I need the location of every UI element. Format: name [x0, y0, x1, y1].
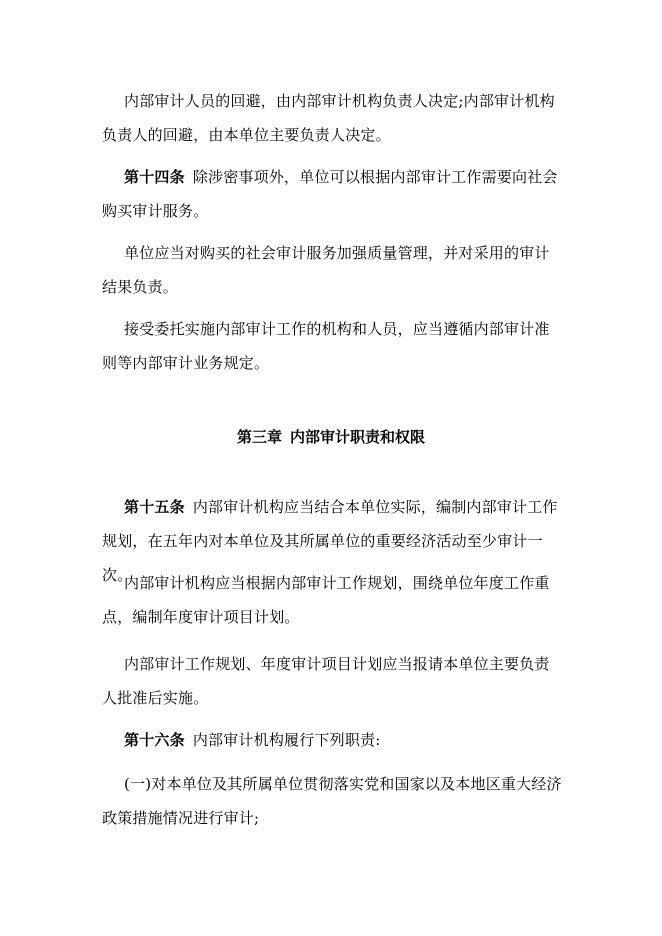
paragraph-text: 单位应当对购买的社会审计服务加强质量管理，并对采用的审计结果负责。: [102, 244, 550, 296]
chapter-heading: [0, 425, 662, 449]
paragraph-duty-1: [102, 767, 562, 835]
paragraph-text: 除涉密事项外，单位可以根据内部审计工作需要向社会购买审计服务。: [102, 168, 558, 220]
paragraph-approval: [102, 647, 562, 715]
paragraph-recusal: [102, 84, 562, 152]
paragraph-article-16: [102, 723, 562, 757]
paragraph-quality-management: [102, 236, 562, 304]
paragraph-text: 内部审计机构应当结合本单位实际，编制内部审计工作规划，在五年内对本单位及其所属单位的重要经济活动至少审计一次。: [102, 498, 558, 584]
paragraph-text: (一)对本单位及其所属单位贯彻落实党和国家以及本地区重大经济政策措施情况进行审计;: [102, 775, 562, 827]
chapter-title: 内部审计职责和权限: [290, 428, 426, 446]
paragraph-text: 内部审计人员的回避，由内部审计机构负责人决定;内部审计机构负责人的回避，由本单位主要负责人决定。: [102, 92, 555, 144]
paragraph-text: 内部审计工作规划、年度审计项目计划应当报请本单位主要负责人批准后实施。: [102, 655, 550, 707]
paragraph-text: 内部审计机构履行下列职责:: [192, 731, 381, 749]
article-number: 第十四条: [124, 168, 185, 186]
paragraph-commissioned-audit: [102, 312, 562, 380]
chapter-number: 第三章: [236, 428, 282, 446]
article-number: 第十六条: [124, 731, 185, 749]
paragraph-text: 接受委托实施内部审计工作的机构和人员，应当遵循内部审计准则等内部审计业务规定。: [102, 320, 550, 372]
paragraph-article-14: [102, 160, 562, 228]
paragraph-text: 内部审计机构应当根据内部审计工作规划，围绕单位年度工作重点，编制年度审计项目计划。: [102, 574, 550, 626]
paragraph-annual-plan: [102, 566, 562, 634]
article-number: 第十五条: [124, 498, 185, 516]
